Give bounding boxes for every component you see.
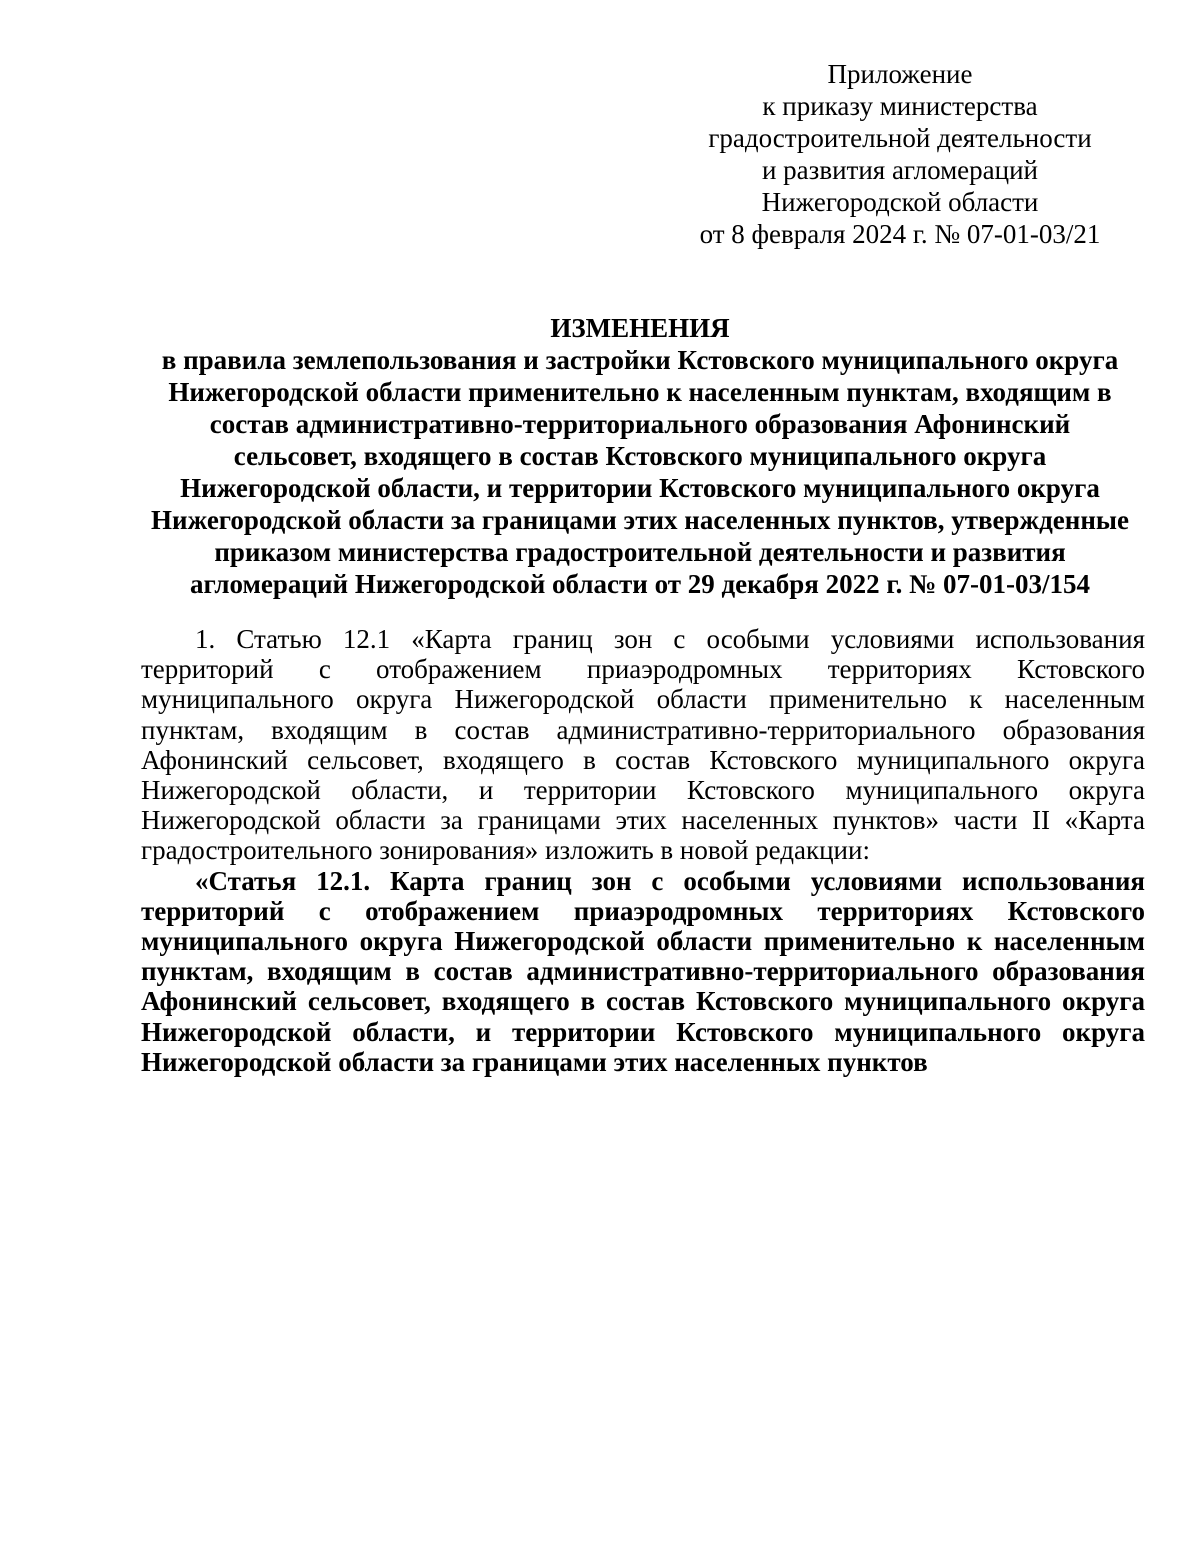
title-line: приказом министерства градостроительной деятельности и развития <box>214 537 1066 567</box>
annex-line: к приказу министерства <box>762 91 1038 121</box>
title-line: сельсовет, входящего в состав Кстовского муниципального округа <box>233 441 1047 471</box>
annex-line: от 8 февраля 2024 г. № 07-01-03/21 <box>699 219 1101 249</box>
document-body <box>141 624 1145 1077</box>
annex-block <box>680 58 1120 250</box>
title-line: агломераций Нижегородской области от 29 декабря 2022 г. № 07-01-03/154 <box>189 569 1090 599</box>
title-line: состав административно-территориального образования Афонинский <box>209 409 1071 439</box>
title-line: в правила землепользования и застройки Кстовского муниципального округа <box>161 345 1119 375</box>
body-paragraph-1: 1. Статью 12.1 «Карта границ зон с особыми условиями использования территорий с отображением приаэродромных территориях Кстовского муниципального округа Нижегородской области применительно к населенным пунктам, входящим в состав административно-территориального образования Афонинский сельсовет, входящего в состав Кстовского муниципального округа Нижегородской области, и территории Кстовского муниципального округа Нижегородской области за границами этих населенных пунктов» части II «Карта градостроительного зонирования» изложить в новой редакции: <box>141 624 1145 866</box>
annex-line: и развития агломераций <box>761 155 1038 185</box>
title-line: Нижегородской области применительно к населенным пунктам, входящим в <box>168 377 1112 407</box>
annex-line: Нижегородской области <box>761 187 1039 217</box>
title-heading: ИЗМЕНЕНИЯ <box>550 313 730 343</box>
title-line: Нижегородской области, и территории Кстовского муниципального округа <box>180 473 1100 503</box>
document-title <box>120 312 1160 600</box>
title-line: Нижегородской области за границами этих населенных пунктов, утвержденные <box>151 505 1129 535</box>
annex-line: Приложение <box>827 59 973 89</box>
body-paragraph-2: «Статья 12.1. Карта границ зон с особыми условиями использования территорий с отображением приаэродромных территориях Кстовского муниципального округа Нижегородской области применительно к населенным пунктам, входящим в состав административно-территориального образования Афонинский сельсовет, входящего в состав Кстовского муниципального округа Нижегородской области, и территории Кстовского муниципального округа Нижегородской области за границами этих населенных пунктов <box>141 865 1145 1077</box>
annex-line: градостроительной деятельности <box>708 123 1092 153</box>
